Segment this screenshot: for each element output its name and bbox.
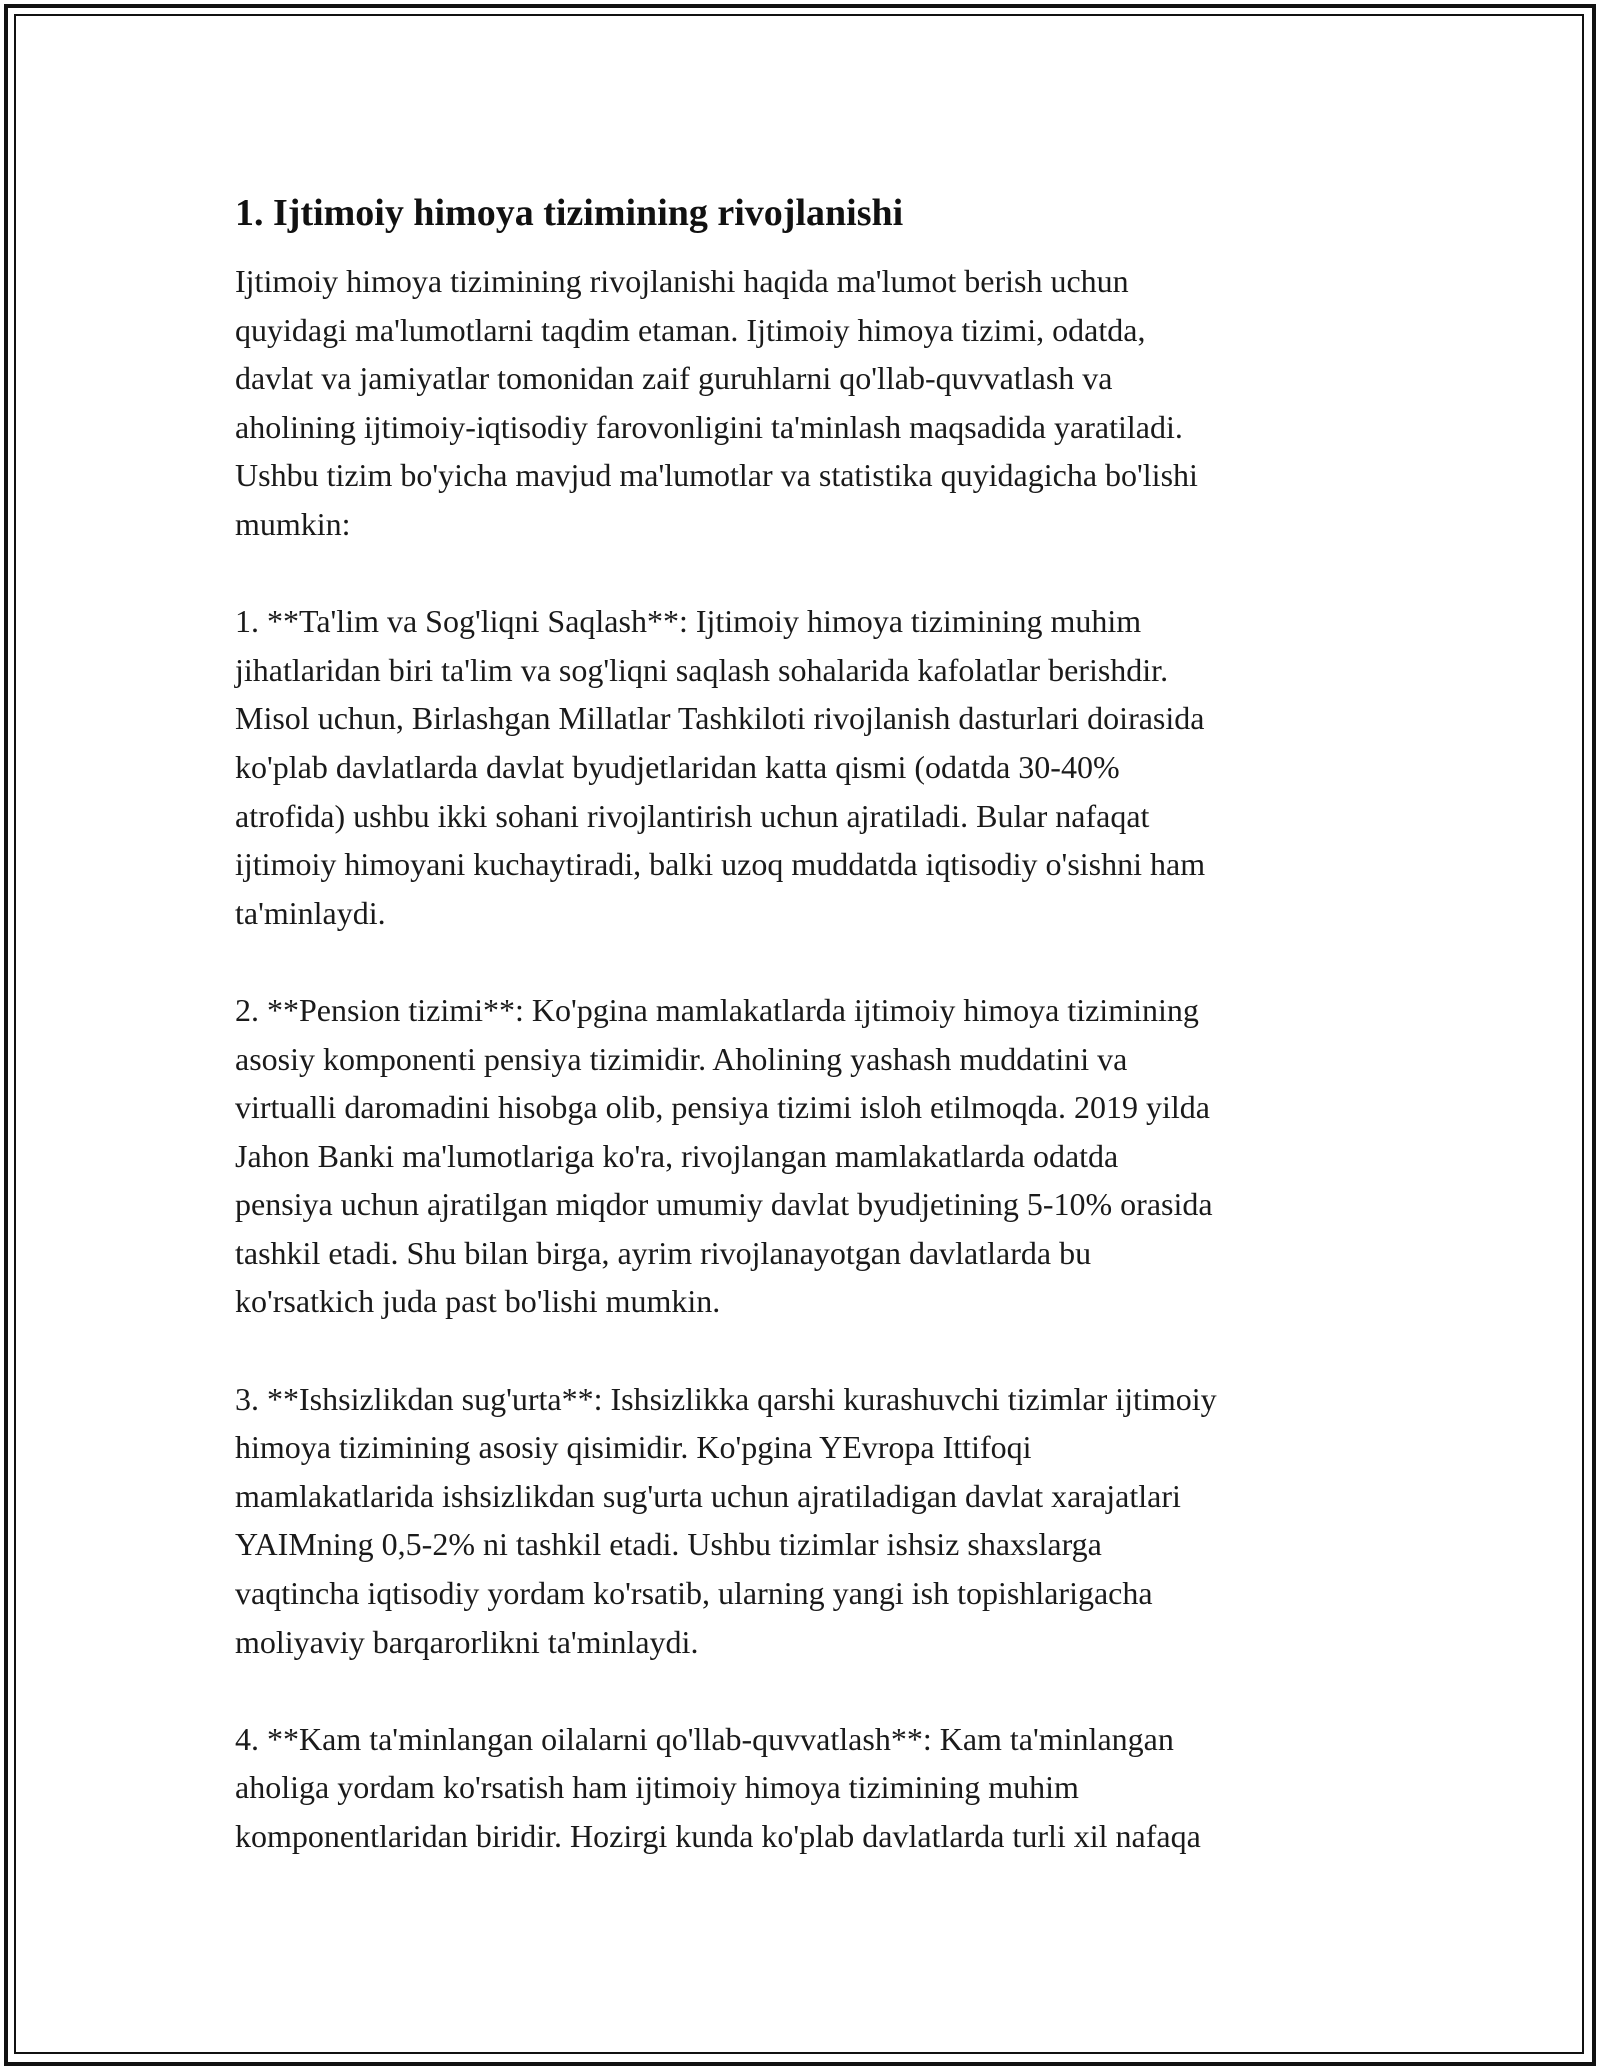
paragraph-gap bbox=[235, 549, 1385, 598]
section-heading: 1. Ijtimoiy himoya tizimining rivojlanishi bbox=[235, 192, 904, 234]
paragraph-gap bbox=[235, 1666, 1385, 1715]
low-income-support-paragraph: 4. **Kam ta'minlangan oilalarni qo'llab-quvvatlash**: Kam ta'minlangan aholiga yordam ko'rsatish ham ijtimoiy himoya tizimining muhim komponentlaridan biridir. Hozirgi kunda ko'plab davlatlarda turli xil nafaqa bbox=[235, 1720, 1201, 1854]
paragraph-gap bbox=[235, 937, 1385, 986]
pension-paragraph: 2. **Pension tizimi**: Ko'pgina mamlakatlarda ijtimoiy himoya tizimining asosiy komponenti pensiya tizimidir. Aholining yashash muddatini va virtualli daromadini hisobga olib, pensiya tizimi isloh etilmoqda. 2019 yilda Jahon Banki ma'lumotlariga ko'ra, rivojlangan mamlakatlarda odatda pensiya uchun ajratilgan miqdor umumiy davlat byudjetining 5-10% orasida tashkil etadi. Shu bilan birga, ayrim rivojlanayotgan davlatlarda bu ko'rsatkich juda past bo'lishi mumkin. bbox=[235, 991, 1213, 1320]
intro-paragraph: Ijtimoiy himoya tizimining rivojlanishi haqida ma'lumot berish uchun quyidagi ma'lumotlarni taqdim etaman. Ijtimoiy himoya tizimi, odatda, davlat va jamiyatlar tomonidan zaif guruhlarni qo'llab-quvvatlash va aholining ijtimoiy-iqtisodiy farovonligini ta'minlash maqsadida yaratiladi. Ushbu tizim bo'yicha mavjud ma'lumotlar va statistika quyidagicha bo'lishi mumkin: bbox=[235, 263, 1198, 542]
document-body bbox=[235, 183, 1385, 1861]
unemployment-insurance-paragraph: 3. **Ishsizlikdan sug'urta**: Ishsizlikka qarshi kurashuvchi tizimlar ijtimoiy himoya tizimining asosiy qisimidir. Ko'pgina YEvropa Ittifoqi mamlakatlarida ishsizlikdan sug'urta uchun ajratiladigan davlat xarajatlari YAIMning 0,5-2% ni tashkil etadi. Ushbu tizimlar ishsiz shaxslarga vaqtincha iqtisodiy yordam ko'rsatib, ularning yangi ish topishlarigacha moliyaviy barqarorlikni ta'minlaydi. bbox=[235, 1380, 1217, 1660]
education-health-paragraph: 1. **Ta'lim va Sog'liqni Saqlash**: Ijtimoiy himoya tizimining muhim jihatlaridan biri ta'lim va sog'liqni saqlash sohalarida kafolatlar berishdir. Misol uchun, Birlashgan Millatlar Tashkiloti rivojlanish dasturlari doirasida ko'plab davlatlarda davlat byudjetlaridan katta qismi (odatda 30-40% atrofida) ushbu ikki sohani rivojlantirish uchun ajratiladi. Bular nafaqat ijtimoiy himoyani kuchaytiradi, balki uzoq muddatda iqtisodiy o'sishni ham ta'minlaydi. bbox=[235, 603, 1206, 931]
paragraph-gap bbox=[235, 1326, 1385, 1375]
